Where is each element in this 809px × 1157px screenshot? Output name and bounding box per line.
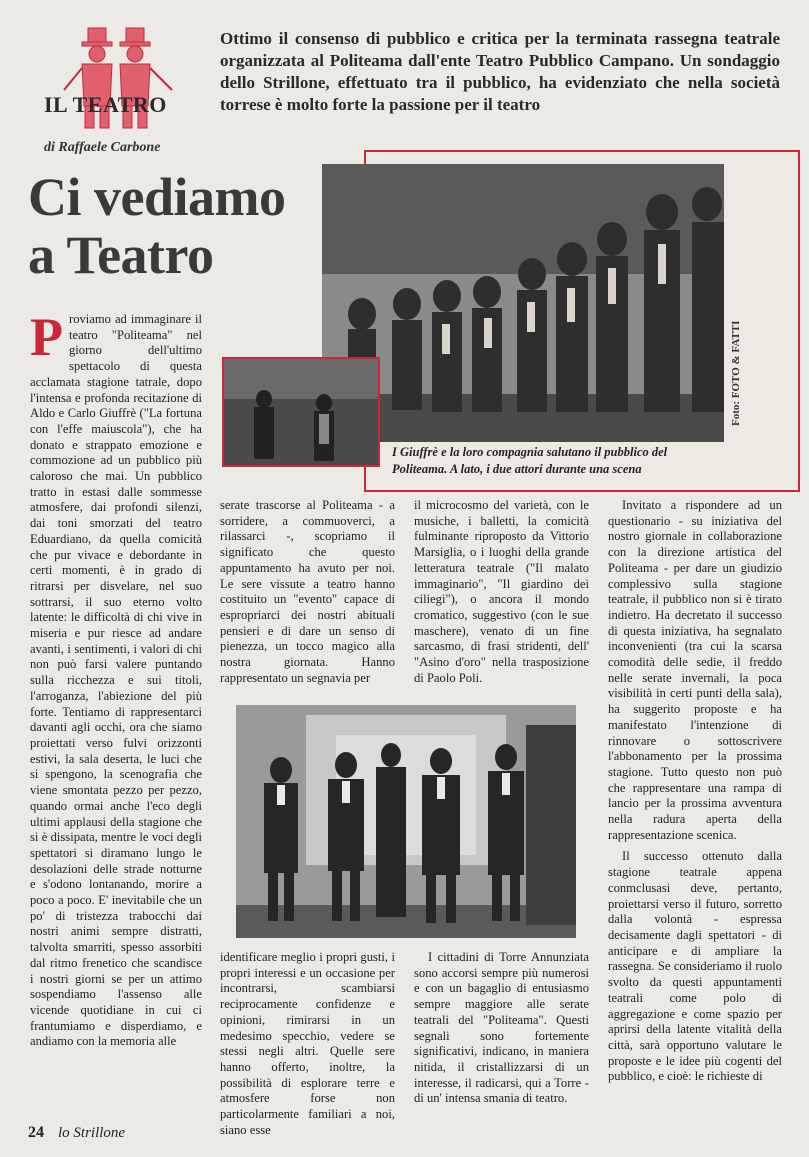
main-photo — [322, 164, 724, 442]
article-column-2-bottom — [220, 950, 395, 1137]
small-scene-photo — [222, 357, 380, 467]
page-footer — [28, 1124, 125, 1142]
col3-top-text: il microcosmo del varietà, con le musiche, i balletti, la comicità fulminante riproposto da Vittorio Marsiglia, o i luoghi della grande letteratura teatrale ("Il malato immaginario", "Il giardino dei ciliegi"), o ancora il mondo cromatico, suggestivo (con le sue maschere), venato di un fine sarcasmo, di frasi stridenti, dell' "Asino d'oro" nella trasposizione di Paolo Poli. — [414, 498, 589, 685]
article-column-4 — [608, 498, 782, 1118]
drop-cap: P — [30, 307, 63, 367]
col2-top-text: serate trascorse al Politeama - a sorridere, a commuoverci, a rilassarci -, scopriamo il significato che questo appuntamento ha avuto per noi. Le sere vissute a teatro hanno costituito un "evento" capace di espropriarci dei nostri abituali pensieri e di dare un senso di pienezza, un tocco magico alla nostra giornata. Hanno rappresentato un segnavia per — [220, 498, 395, 685]
cast-photo — [236, 705, 576, 938]
article-title — [28, 168, 286, 284]
col4-paragraph-2: Il successo ottenuto dalla stagione teatrale appena conmclusasi deve, pertanto, proiettarsi verso il futuro, sorretto dalla volontà - espressa decisamente dagli spettatori - di anticipare e di ampliare la rassegna. Se consideriamo il ruolo svolto da questi appuntamenti teatrali come polo di aggregazione e come spazio per aprirsi della latente vitalità della città, sarà opportuno valutare le proposte e le idee più cogenti del pubblico, e cioè: le richieste di — [608, 849, 782, 1084]
photo-credit — [724, 308, 748, 428]
article-column-2-top — [220, 498, 395, 698]
section-label: IL TEATRO — [44, 92, 167, 117]
magazine-name: lo Strillone — [58, 1125, 126, 1141]
col2-bottom-text: identificare meglio i propri gusti, i propri interessi e un occasione per incontrarsi, scambiarsi reciprocamente confidenze e opinioni, rimirarsi in un medesimo specchio, vedere se stessi negli altri. Quelle sere hanno offerto, inoltre, la possibilità di esplorare terre e atmosfere forse non particolarmente familiari a noi, siano esse — [220, 950, 395, 1137]
article-column-3-bottom — [414, 950, 589, 1118]
title-line-2: a Teatro — [28, 225, 214, 285]
page-number: 24 — [28, 1124, 44, 1141]
byline: di Raffaele Carbone — [44, 140, 161, 155]
photo-caption: I Giuffrè e la loro compagnia salutano il pubblico del Politeama. A lato, i due attori durante una scena — [392, 445, 668, 476]
article-column-1 — [30, 307, 202, 1118]
col3-bottom-text: I cittadini di Torre Annunziata sono accorsi sempre più numerosi e con un bagaglio di entusiasmo sempre maggiore alle serate teatrali del "Politeama". Questi segnali sono fortemente significativi, indicano, in maniera nitida, il cristallizzarsi di un interesse, il radicarsi, qui a Torre - di un' intensa smania di teatro. — [414, 950, 589, 1106]
article-column-3-top — [414, 498, 589, 698]
col4-paragraph-1: Invitato a rispondere ad un questionario - su iniziativa del nostro giornale in collaborazione con la direzione artistica del Politeama - per dare un giudizio complessivo sulla stagione teatrale, il pubblico non si è tirato indietro. Ha decretato il successo di questa iniziativa, ha segnalato inconvenienti (tra cui la scarsa comodità delle sedie, il freddo nelle serate invernali, la poca visibilità in certi punti della sala), ha suggerito proposte e ha manifestato l'intenzione di rinnovare o sottoscrivere l'abbonamento per la prossima stagione. Tutto questo non può che rappresentare una rampa di lancio per la prossima avventura nella radura aperta della rappresentazione scenica. — [608, 498, 782, 842]
article-deck: Ottimo il consenso di pubblico e critica per la terminata rassegna teatrale organizzata al Politeama dall'ente Teatro Pubblico Campano. Un sondaggio dello Strillone, effettuato tra il pubblico, ha evidenziato che nella società torrese è molto forte la passione per il teatro — [220, 29, 780, 114]
photo-credit-text: Foto: FOTO & FATTI — [730, 320, 742, 426]
title-line-1: Ci vediamo — [28, 167, 286, 227]
col1-text: roviamo ad immaginare il teatro "Politeama" nel giorno dell'ultimo spettacolo di questa acclamata stagione tatrale, dopo l'intensa e profonda recitazione di Aldo e Carlo Giuffrè ("La fortuna con l'effe maiuscola"), che ha donato e strappato emozione e commozione ad un pubblico più caloroso che mai. Un pubblico tratto in estasi dalle sommesse atmosfere, dai profondi silenzi, dai toni smorzati del teatro Eduardiano, da quella comicità che pur vivace e debordante in certi momenti, è in grado di ritrarsi per disvelare, nel suo sottrarsi, il suo eterno volto latente: le difficoltà di chi vive in miseria e pur riesce ad andare avanti, i sentimenti, i valori di chi non può farsi valere puntando sulla ricchezza e sui titoli, l'arroganza, l'abiezione del più forte. Tentiamo di rappresentarci davanti agli occhi, ora che siamo proiettati verso fulvi orizzonti estivi, la sala deserta, le luci che si spengono, la scenografia che viene smontata pezzo per pezzo, quando ormai anche l'eco degli ultimi applausi della stagione che si è dissipata, mentre le voci degli spettatori si diramano lungo le desolazioni delle strade notturne e s'odono lontanando, morire a poco a poco. E' inevitabile che un po' di tristezza trabocchi dai nostri animi sempre distratti, talvolta smarriti, spesso assorbiti dal ritmo frenetico che scandisce i nostri giorni se per un attimo sospendiamo l'assenso alle vicende quotidiane in cui ci frantumiamo e disperdiamo, e andiamo con la memoria alle — [30, 312, 202, 1049]
